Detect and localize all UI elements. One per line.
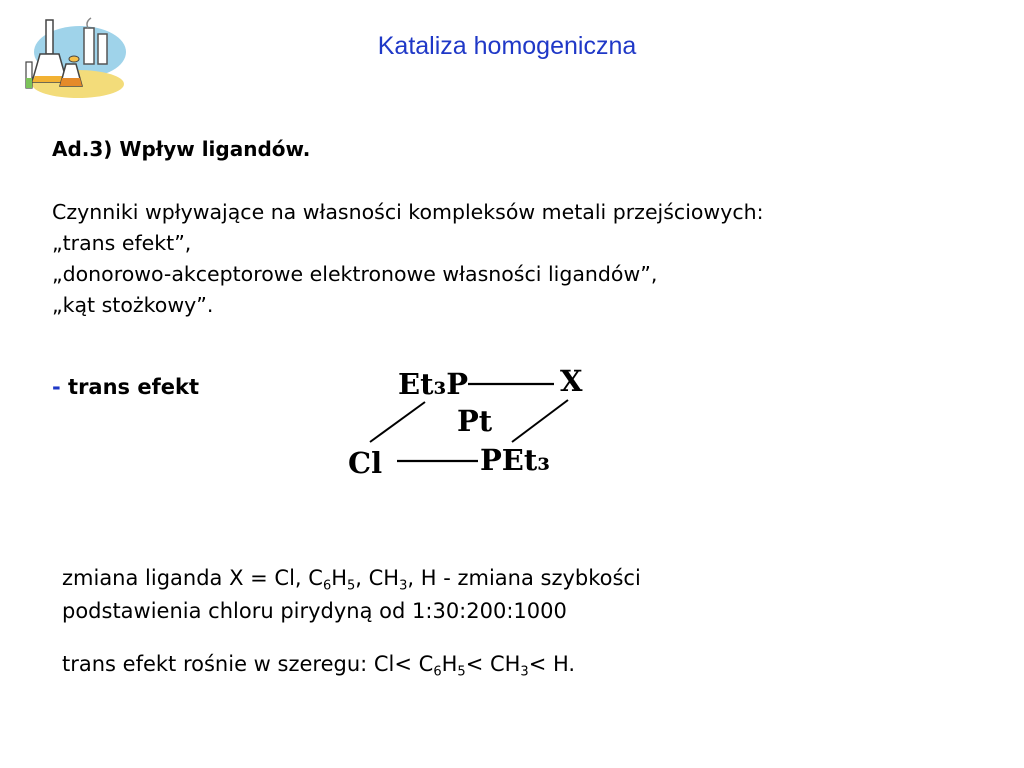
subheading-text: trans efekt bbox=[68, 375, 199, 399]
ligand-top-right: X bbox=[560, 364, 583, 398]
note-text: , CH bbox=[355, 566, 400, 590]
note-text: < H. bbox=[528, 652, 576, 676]
factors-list bbox=[52, 197, 764, 321]
section-heading: Ad.3) Wpływ ligandów. bbox=[52, 137, 311, 161]
metal-center: Pt bbox=[457, 404, 493, 438]
factor-item: „trans efekt”, bbox=[52, 231, 192, 255]
notes-block bbox=[62, 562, 641, 681]
ligand-top-left: Et₃P bbox=[398, 367, 469, 401]
subscript: 3 bbox=[520, 664, 529, 680]
subscript: 6 bbox=[433, 664, 442, 680]
factor-item: „donorowo-akceptorowe elektronowe własności ligandów”, bbox=[52, 262, 658, 286]
subscript: 5 bbox=[347, 578, 356, 594]
factors-intro: Czynniki wpływające na własności kompleksów metali przejściowych: bbox=[52, 200, 764, 224]
trans-effect-subheading bbox=[52, 375, 199, 399]
note-trans-series bbox=[62, 648, 641, 681]
note-text: H bbox=[441, 652, 458, 676]
bond-left bbox=[370, 402, 425, 442]
subheading-dash: - bbox=[52, 375, 61, 399]
note-text: , H - zmiana szybkości bbox=[407, 566, 641, 590]
subscript: 6 bbox=[322, 578, 332, 594]
ligand-bottom-right: PEt₃ bbox=[480, 443, 551, 477]
slide-title: Kataliza homogeniczna bbox=[377, 32, 637, 60]
note-ligand-change bbox=[62, 562, 641, 595]
note-text: zmiana liganda X = Cl, C bbox=[62, 566, 323, 590]
subscript: 5 bbox=[457, 664, 466, 680]
note-text: trans efekt rośnie w szeregu: Cl< C bbox=[62, 652, 434, 676]
note-text: H bbox=[331, 566, 348, 590]
note-text: < CH bbox=[465, 652, 521, 676]
ligand-bottom-left: Cl bbox=[348, 446, 383, 480]
pt-complex-diagram bbox=[340, 360, 600, 485]
factor-item: „kąt stożkowy”. bbox=[52, 293, 214, 317]
note-substitution-rates: podstawienia chloru pirydyną od 1:30:200:1000 bbox=[62, 599, 567, 623]
bond-right bbox=[512, 400, 568, 442]
subscript: 3 bbox=[399, 578, 408, 594]
